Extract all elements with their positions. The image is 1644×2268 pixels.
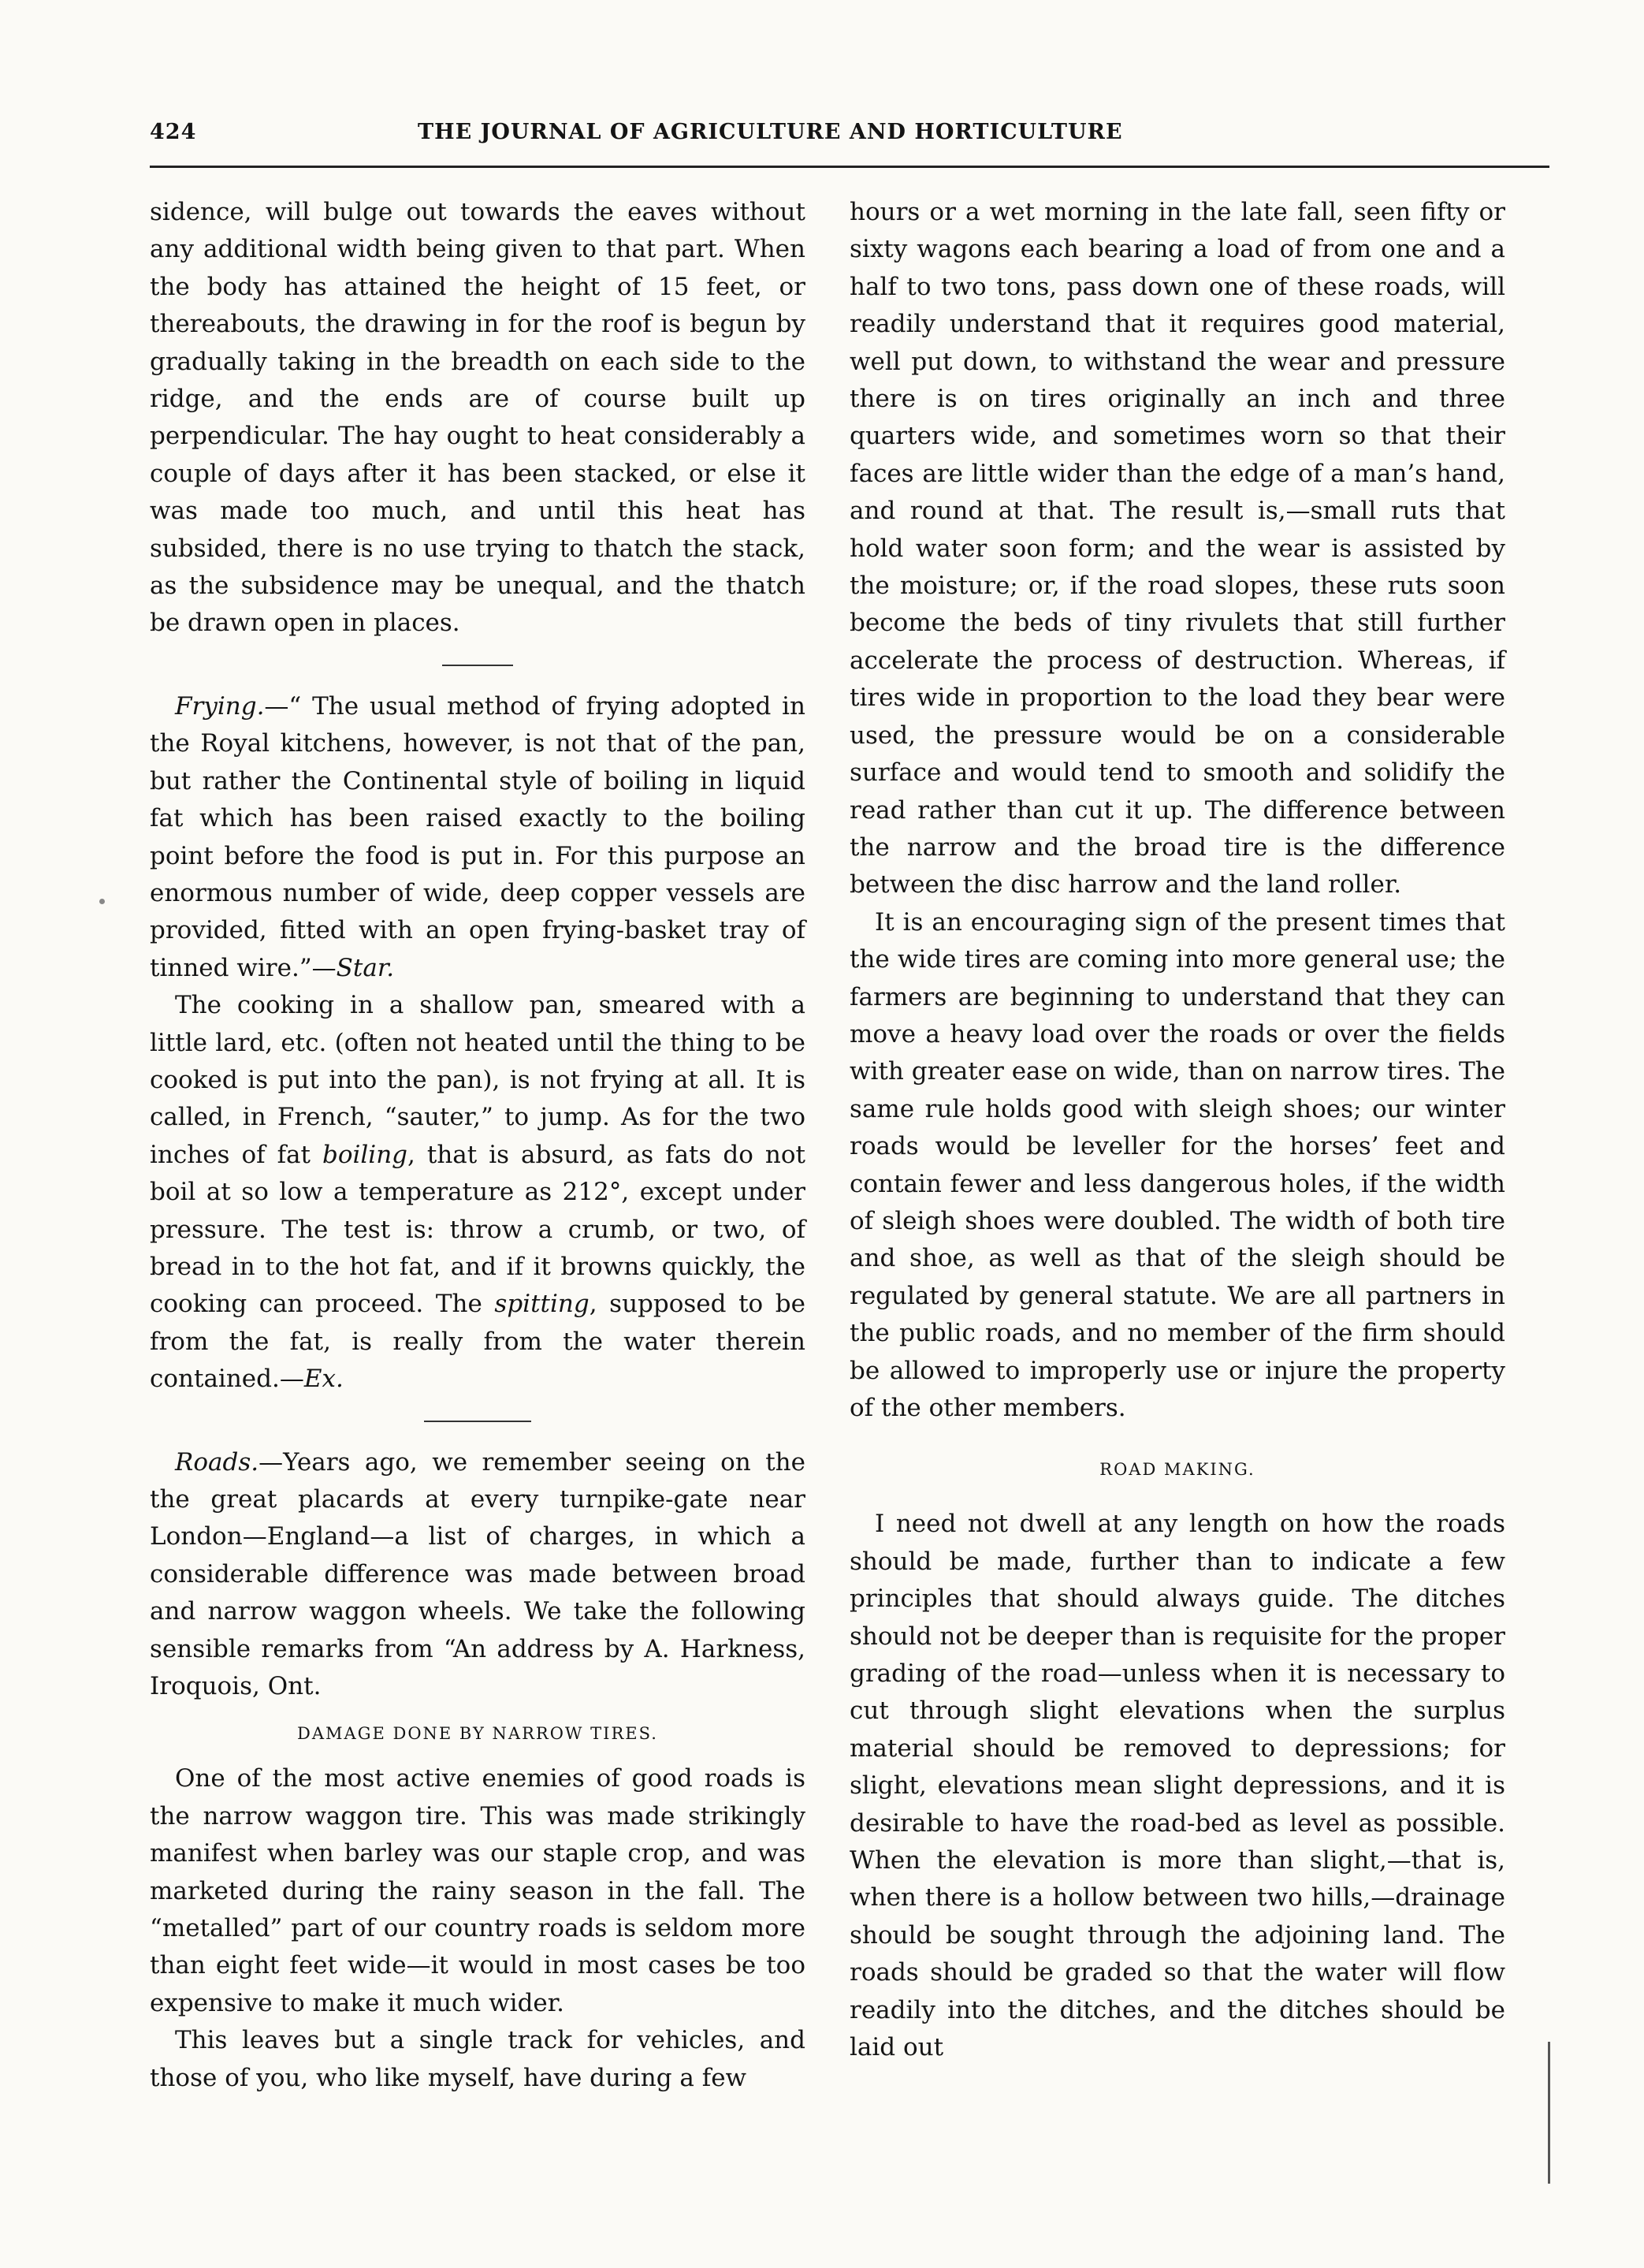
journal-title: THE JOURNAL OF AGRICULTURE AND HORTICULTURE	[418, 120, 1123, 144]
frying-title: Frying.	[175, 691, 265, 721]
margin-dot	[99, 899, 105, 904]
running-header	[150, 120, 1549, 159]
damage-paragraph-2: This leaves but a single track for vehicles, and those of you, who like myself, have during a few	[150, 2026, 805, 2092]
margin-line	[1548, 2042, 1550, 2184]
boiling-word: boiling	[322, 1140, 408, 1169]
frying-source: Star.	[336, 953, 395, 982]
roads-paragraph	[150, 1444, 805, 1706]
damage-paragraph-1: One of the most active enemies of good roads is the narrow waggon tire. This was made strikingly manifest when barley was our staple crop, and was marketed during the rainy season in the fall. The “metalled” part of our country roads is seldom more than eight feet wide—it would in most cases be too expensive to make it much wider.	[150, 1764, 805, 2017]
wide-tires-paragraph: It is an encouraging sign of the present times that the wide tires are coming into more general use; the farmers are beginning to understand that they can move a heavy load over the roads or over the fields with greater ease on wide, than on narrow tires. The same rule holds good with sleigh shoes; our winter roads would be leveller for the horses’ feet and contain fewer and less dangerous holes, if the width of sleigh shoes were doubled. The width of both tire and shoe, as well as that of the sleigh should be regulated by general statute. We are all partners in the public roads, and no member of the firm should be allowed to improperly use or injure the property of the other members.	[850, 907, 1505, 1422]
cooking-paragraph	[150, 987, 805, 1398]
cooking-source: Ex.	[303, 1365, 344, 1394]
damage-subheading: DAMAGE DONE BY NARROW TIRES.	[297, 1724, 658, 1744]
header-rule	[150, 166, 1549, 168]
section-separator	[442, 665, 513, 666]
wagons-paragraph: hours or a wet morning in the late fall, seen fifty or sixty wagons each bearing a load of from one and a half to two tons, pass down one of these roads, will readily understand that it requires good material, well put down, to withstand the wear and pressure there is on tires originally an inch and three quarters wide, and sometimes worn so that their faces are little wider than the edge of a man’s hand, and round at that. The result is,—small ruts that hold water soon form; and the wear is assisted by the moisture; or, if the road slopes, these ruts soon become the beds of tiny rivulets that still further accelerate the process of destruction. Whereas, if tires wide in proportion to the load they bear were used, the pressure would be on a considerable surface and would tend to smooth and solidify the read rather than cut it up. The difference between the narrow and the broad tire is the difference between the disc harrow and the land roller.	[850, 198, 1505, 899]
cooking-text-a: The cooking in a shallow pan, smeared with a little lard, etc. (often not heated until the thing to be cooked is put into the pan), is not frying at all. It is called, in French, “sauter,” to jump. As for the two inches of fat	[150, 991, 805, 1169]
road-making-subheading: ROAD MAKING.	[1099, 1460, 1255, 1480]
page-number: 424	[150, 120, 197, 144]
left-column	[150, 194, 805, 2097]
spitting-word: spitting	[494, 1290, 590, 1319]
frying-text: —“ The usual method of frying adopted in the Royal kitchens, however, is not that of the pan, but rather the Continental style of boiling in liquid fat which has been raised exactly to the boiling point before the food is put in. For this purpose an enormous number of wide, deep copper vessels are provided, fitted with an open frying-basket tray of tinned wire.”—	[150, 691, 805, 982]
roads-title: Roads.	[175, 1447, 259, 1477]
roads-text: —Years ago, we remember seeing on the the great placards at every turnpike-gate near London—England—a list of charges, in which a considerable difference was made between broad and narrow waggon wheels. We take the following sensible remarks from “An address by A. Harkness, Iroquois, Ont.	[150, 1447, 805, 1701]
cooking-text-b: , that is absurd, as fats do not boil at so low a temperature as 212°, except under pressure. The test is: throw a crumb, or two, of bread in to the hot fat, and if it browns quickly, the cooking can proceed. The	[150, 1140, 805, 1319]
hay-stack-paragraph: sidence, will bulge out towards the eaves without any additional width being given to that part. When the body has attained the height of 15 feet, or thereabouts, the drawing in for the roof is begun by gradually taking in the breadth on each side to the ridge, and the ends are of course built up perpendicular. The hay ought to heat considerably a couple of days after it has been stacked, or else it was made too much, and until this heat has subsided, there is no use trying to thatch the stack, as the subsidence may be unequal, and the thatch be drawn open in places.	[150, 198, 805, 638]
section-separator	[424, 1421, 531, 1422]
right-column	[850, 194, 1505, 2067]
frying-paragraph	[150, 688, 805, 987]
road-making-paragraph: I need not dwell at any length on how the roads should be made, further than to indicate a few principles that should always guide. The ditches should not be deeper than is requisite for the proper grading of the road—unless when it is necessary to cut through slight elevations when the surplus material should be removed to depressions; for slight, elevations mean slight depressions, and it is desirable to have the road-bed as level as possible. When the elevation is more than slight,—that is, when there is a hollow between two hills,—drainage should be sought through the adjoining land. The roads should be graded so that the water will flow readily into the ditches, and the ditches should be laid out	[850, 1510, 1505, 2062]
cooking-text-c: , supposed to be from the fat, is really from the water therein contained.—	[150, 1290, 805, 1394]
